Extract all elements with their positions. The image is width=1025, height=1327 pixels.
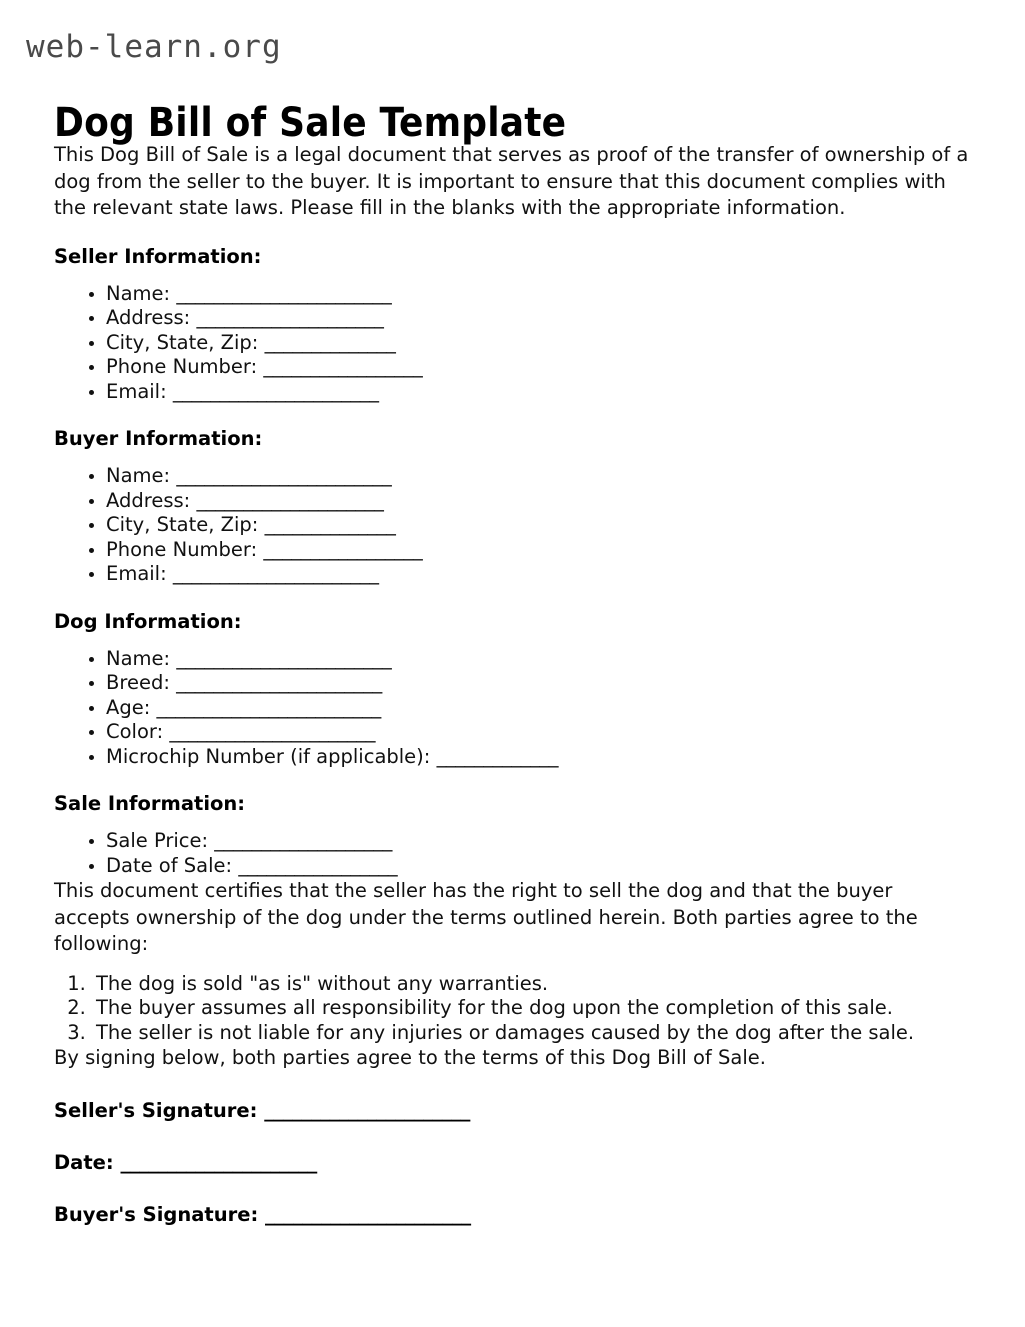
list-item [106, 331, 974, 356]
field-blank[interactable]: ______________ [264, 513, 396, 536]
field-label: City, State, Zip: [106, 513, 265, 536]
page-title: Dog Bill of Sale Template [54, 99, 567, 146]
date-label: Date: [54, 1150, 121, 1174]
field-label: Name: [106, 464, 177, 487]
field-blank[interactable]: ____________________ [196, 306, 384, 329]
site-brand: web-learn.org [26, 29, 282, 65]
field-label: Sale Price: [106, 829, 215, 852]
certification-paragraph: This document certifies that the seller has the right to sell the dog and that the buyer accepts ownership of the dog under the terms outlined herein. Both parties agree to the following: [54, 879, 918, 955]
field-blank[interactable]: _______________________ [176, 464, 392, 487]
field-list-dog [54, 647, 974, 770]
field-label: Name: [106, 646, 177, 670]
field-blank[interactable]: ________________________ [156, 695, 381, 719]
field-label: Age: [106, 695, 157, 719]
field-blank[interactable]: ______________________ [169, 720, 376, 743]
list-item [106, 380, 974, 405]
field-label: Address: [106, 488, 197, 512]
field-label: Email: [106, 562, 173, 585]
document-body [54, 142, 974, 1228]
list-item: 1. The dog is sold "as is" without any warranties. [92, 972, 974, 997]
field-label: Breed: [106, 671, 177, 694]
buyer-signature-label: Buyer's Signature: [54, 1202, 266, 1226]
list-item [106, 696, 974, 721]
list-item [106, 538, 974, 563]
field-blank[interactable]: _______________________ [176, 281, 392, 305]
list-item [106, 745, 974, 770]
field-blank[interactable]: ______________________ [172, 379, 379, 403]
list-item [106, 671, 974, 696]
list-item: 3. The seller is not liable for any injuries or damages caused by the dog after the sale. [92, 1021, 974, 1046]
intro-paragraph: This Dog Bill of Sale is a legal document that serves as proof of the transfer of ownership of a dog from the seller to the buyer. It is important to ensure that this document complies with the relevant state laws. Please fill in the blanks with the appropriate information. [54, 143, 969, 219]
field-label: Color: [106, 720, 170, 743]
field-blank[interactable]: _________________ [238, 853, 398, 877]
field-blank[interactable]: ______________________ [172, 562, 379, 585]
field-label: Phone Number: [106, 355, 264, 378]
list-item [106, 854, 974, 879]
list-item: 2. The buyer assumes all responsibility for the dog upon the completion of this sale. [92, 996, 974, 1021]
list-item [106, 720, 974, 745]
seller-signature-label: Seller's Signature: [54, 1098, 265, 1122]
field-list-sale [54, 829, 974, 878]
field-list-buyer [54, 464, 974, 587]
section-heading-sale: Sale Information: [54, 792, 246, 815]
list-item [106, 282, 974, 307]
field-label: Microchip Number (if applicable): [106, 744, 437, 768]
field-blank[interactable]: ____________________ [196, 488, 384, 512]
field-blank[interactable]: _______________________ [176, 646, 392, 670]
field-label: Phone Number: [106, 537, 264, 561]
section-heading-seller: Seller Information: [54, 244, 262, 268]
list-item [106, 562, 974, 587]
field-blank[interactable]: ___________________ [214, 829, 392, 852]
list-item [106, 513, 974, 538]
list-item [106, 489, 974, 514]
section-heading-dog: Dog Information: [54, 609, 242, 633]
terms-list [54, 972, 974, 1046]
buyer-signature-blank[interactable]: ______________________ [265, 1202, 471, 1226]
field-blank[interactable]: _________________ [263, 537, 423, 561]
field-label: Name: [106, 281, 177, 305]
list-item [106, 829, 974, 854]
field-blank[interactable]: ______________ [264, 330, 396, 354]
date-line [54, 1150, 974, 1176]
field-label: City, State, Zip: [106, 330, 265, 354]
list-item [106, 306, 974, 331]
field-label: Address: [106, 306, 197, 329]
buyer-signature-line [54, 1202, 974, 1228]
seller-signature-line [54, 1098, 974, 1124]
list-item [106, 355, 974, 380]
field-list-seller [54, 282, 974, 405]
signing-paragraph: By signing below, both parties agree to the terms of this Dog Bill of Sale. [54, 1046, 766, 1069]
seller-signature-blank[interactable]: ______________________ [264, 1098, 470, 1122]
date-blank[interactable]: _____________________ [120, 1150, 317, 1174]
field-blank[interactable]: _________________ [263, 355, 423, 378]
list-item [106, 464, 974, 489]
section-heading-buyer: Buyer Information: [54, 427, 263, 450]
field-label: Date of Sale: [106, 853, 239, 877]
field-blank[interactable]: ______________________ [176, 671, 382, 694]
field-blank[interactable]: _____________ [436, 744, 559, 768]
field-label: Email: [106, 379, 173, 403]
list-item [106, 647, 974, 672]
